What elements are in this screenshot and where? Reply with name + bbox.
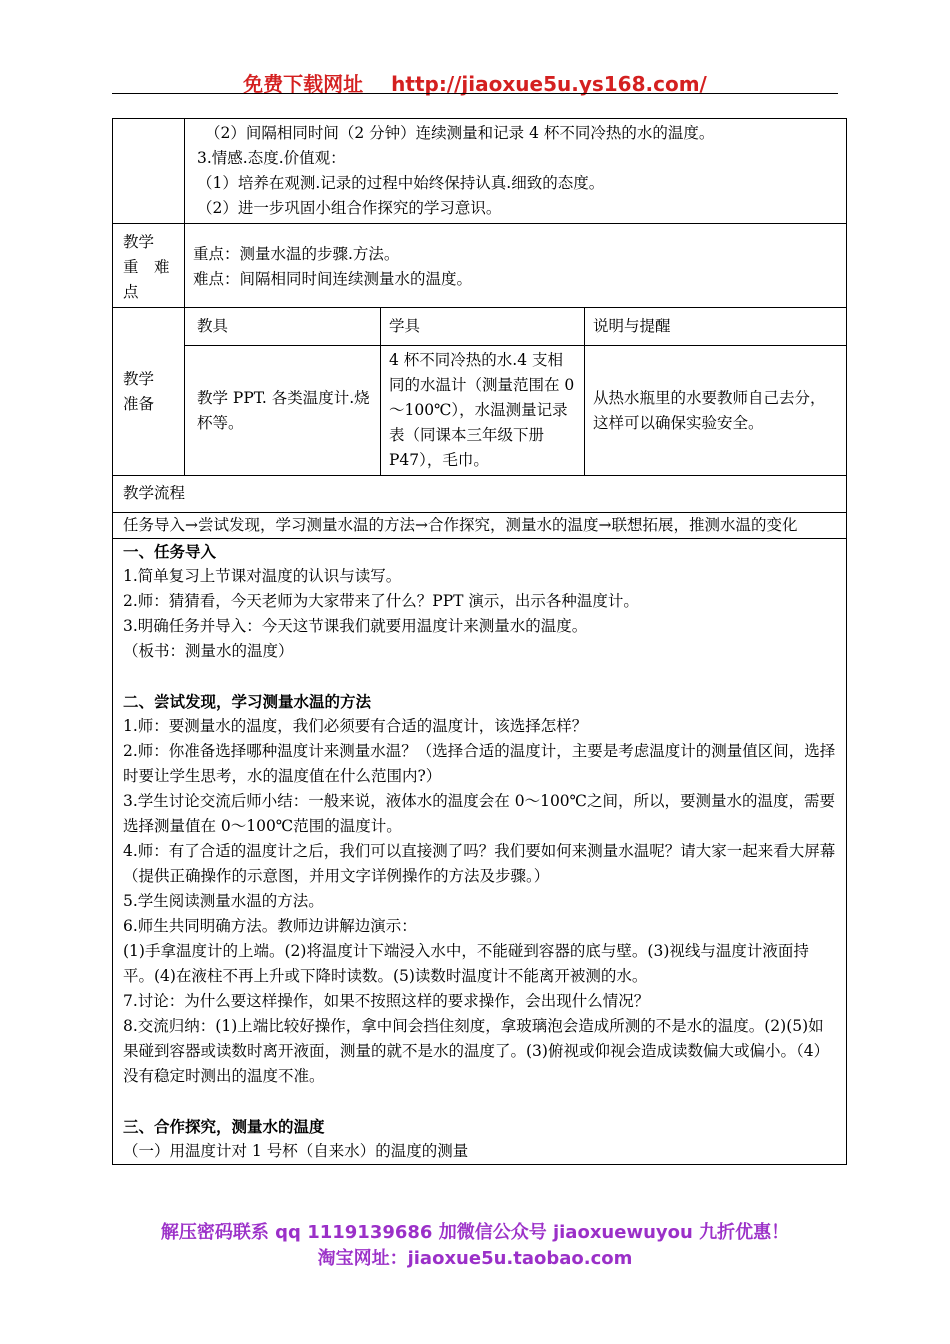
header-divider: [112, 93, 838, 94]
key-points-content: [185, 224, 847, 308]
section2-line: 4.师：有了合适的温度计之后，我们可以直接测了吗？我们要如何来测量水温呢？请大家一起来看大屏幕（提供正确操作的示意图，并用文字详例操作的方法及步骤。）: [123, 842, 836, 885]
flow-title-row: [113, 476, 847, 513]
section2-title: 二、尝试发现，学习测量水温的方法: [123, 692, 372, 711]
header-url-link[interactable]: http://jiaoxue5u.ys168.com/: [391, 72, 707, 96]
difficulty-text: 难点：间隔相同时间连续测量水的温度。: [193, 270, 473, 288]
teacher-tools-text: 教学 PPT. 各类温度计.烧杯等。: [185, 346, 381, 476]
objective-line: 3.情感.态度.价值观：: [197, 149, 346, 167]
header-label: 免费下载网址: [243, 72, 364, 96]
section1-line: 2.师：猜猜看，今天老师为大家带来了什么？PPT 演示，出示各种温度计。: [123, 592, 639, 610]
objective-line: （2）进一步巩固小组合作探究的学习意识。: [197, 199, 502, 217]
lesson-plan-table: [112, 118, 847, 1165]
preparation-header-row: [113, 308, 847, 346]
flow-summary: 任务导入→尝试发现，学习测量水温的方法→合作探究，测量水的温度→联想拓展，推测水温的变化: [113, 513, 847, 539]
section2-line: 6.师生共同明确方法。教师边讲解边演示：: [123, 917, 417, 935]
section1-line: （板书：测量水的温度）: [123, 642, 294, 660]
section2-line: 7.讨论：为什么要这样操作，如果不按照这样的要求操作，会出现什么情况？: [123, 992, 650, 1010]
flow-title: 教学流程: [113, 476, 847, 513]
col-notes: 说明与提醒: [585, 308, 847, 346]
flow-summary-row: [113, 513, 847, 539]
preparation-label: 教学 准备: [113, 308, 185, 476]
section2-line: 8.交流归纳：(1)上端比较好操作，拿中间会挡住刻度，拿玻璃泡会造成所测的不是水的温度。(2)(5)如果碰到容器或读数时离开液面，测量的就不是水的温度了。(3)俯视或仰视会造成读数偏大或偏小。（4）没有稳定时测出的温度不准。: [123, 1017, 830, 1085]
objective-line: （2）间隔相同时间（2 分钟）连续测量和记录 4 杯不同冷热的水的温度。: [205, 124, 715, 142]
student-tools-text: 4 杯不同冷热的水.4 支相同的水温计（测量范围在 0～100℃），水温测量记录表（同课本三年级下册 P47），毛巾。: [381, 346, 585, 476]
objectives-label-cell: [113, 119, 185, 224]
col-student-tools: 学具: [381, 308, 585, 346]
section1-line: 3.明确任务并导入：今天这节课我们就要用温度计来测量水的温度。: [123, 617, 588, 635]
procedure-row: [113, 539, 847, 1165]
section1-line: 1.简单复习上节课对温度的认识与读写。: [123, 567, 402, 585]
section3-line: （一）用温度计对 1 号杯（自来水）的温度的测量: [123, 1142, 469, 1160]
section3-title: 三、合作探究，测量水的温度: [123, 1117, 325, 1136]
objectives-cell: [185, 119, 847, 224]
section2-line: 5.学生阅读测量水温的方法。: [123, 892, 324, 910]
key-points-label: 教学 重 难 点: [113, 224, 185, 308]
section2-line: (1)手拿温度计的上端。(2)将温度计下端浸入水中，不能碰到容器的底与壁。(3)视线与温度计液面持平。(4)在液柱不再上升或下降时读数。(5)读数时温度计不能离开被测的水。: [123, 942, 809, 985]
preparation-content-row: [113, 346, 847, 476]
focus-text: 重点：测量水温的步骤.方法。: [193, 245, 400, 263]
objectives-row: [113, 119, 847, 224]
footer-shop-link[interactable]: 淘宝网址：jiaoxue5u.taobao.com: [317, 1248, 633, 1269]
section2-line: 2.师：你准备选择哪种温度计来测量水温？（选择合适的温度计，主要是考虑温度计的测量值区间，选择时要让学生思考，水的温度值在什么范围内?）: [123, 742, 836, 785]
objective-line: （1）培养在观测.记录的过程中始终保持认真.细致的态度。: [197, 174, 605, 192]
procedure-cell: [113, 539, 847, 1165]
col-teacher-tools: 教具: [185, 308, 381, 346]
key-points-row: [113, 224, 847, 308]
section1-title: 一、任务导入: [123, 542, 217, 561]
notes-text: 从热水瓶里的水要教师自己去分，这样可以确保实验安全。: [585, 346, 847, 476]
section2-line: 1.师：要测量水的温度，我们必须要有合适的温度计，该选择怎样？: [123, 717, 588, 735]
section2-line: 3.学生讨论交流后师小结：一般来说，液体水的温度会在 0～100℃之间，所以，要测量水的温度，需要选择测量值在 0～100℃范围的温度计。: [123, 792, 836, 835]
footer-contact: 解压密码联系 qq 1119139686 加微信公众号 jiaoxuewuyou 九折优惠！: [160, 1222, 790, 1243]
